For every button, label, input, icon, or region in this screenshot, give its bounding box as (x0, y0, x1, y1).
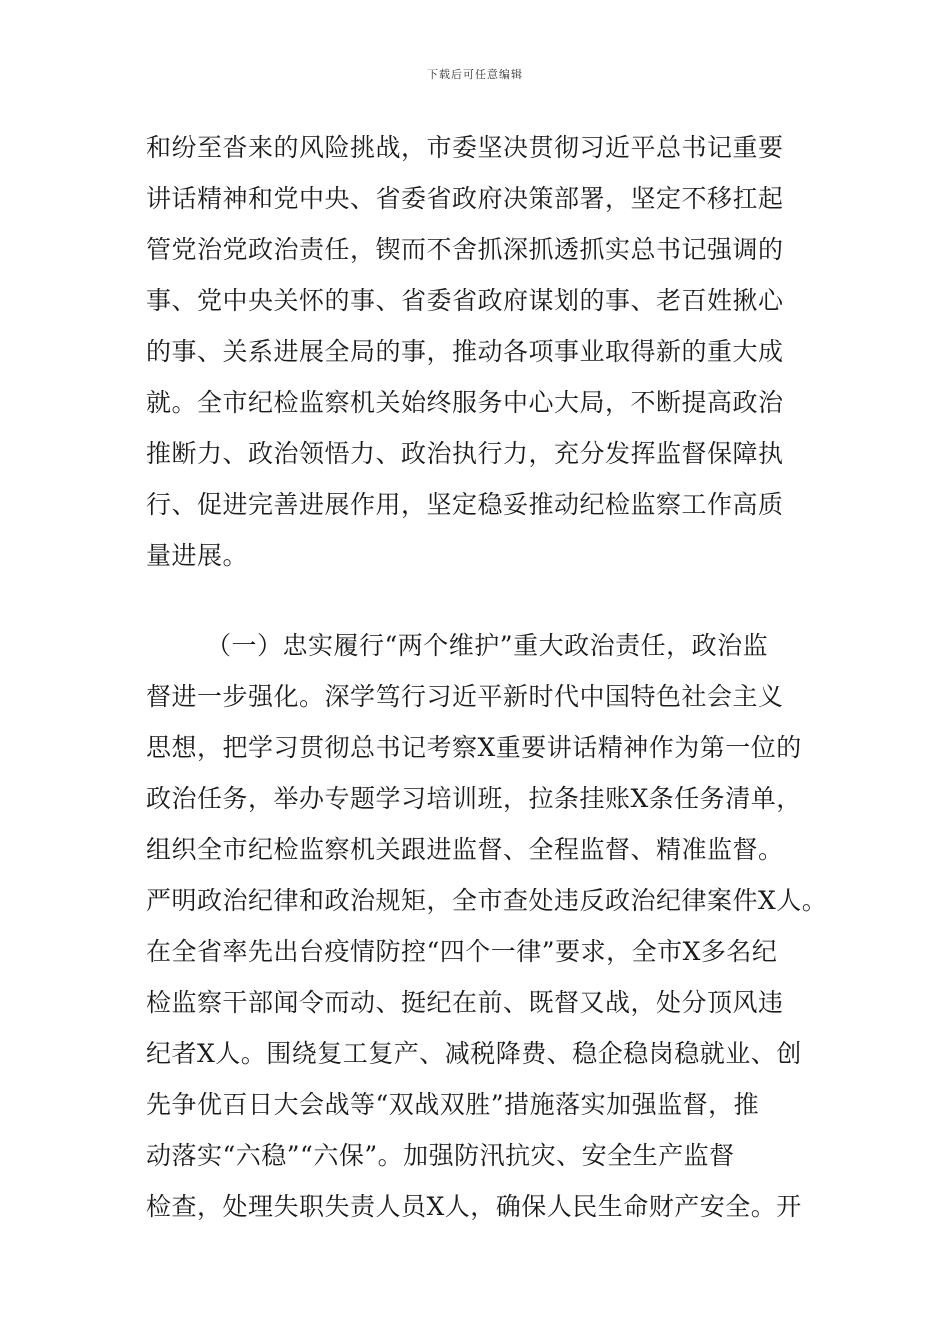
text-line: 纪者X人。围绕复工复产、减税降费、稳企稳岗稳就业、创 (146, 1039, 802, 1068)
text-line: 就。全市纪检监察机关始终服务中心大局，不断提高政治 (146, 388, 784, 417)
text-line-first: （一）忠实履行“两个维护”重大政治责任，政治监 (206, 631, 769, 660)
text-line: 督进一步强化。深学笃行习近平新时代中国特色社会主义 (146, 682, 784, 711)
page-header: 下载后可任意编辑 (427, 68, 523, 81)
text-line: 严明政治纪律和政治规矩，全市查处违反政治纪律案件X人。 (146, 886, 828, 915)
text-line: 动落实“六稳”“六保”。加强防汛抗灾、安全生产监督 (146, 1141, 735, 1170)
text-line: 政治任务，举办专题学习培训班，拉条挂账X条任务清单， (146, 784, 802, 813)
text-line: 事、党中央关怀的事、省委省政府谋划的事、老百姓揪心 (146, 286, 784, 315)
text-line: 的事、关系进展全局的事，推动各项事业取得新的重大成 (146, 337, 784, 366)
text-line: 推断力、政治领悟力、政治执行力，充分发挥监督保障执 (146, 439, 784, 468)
text-line: 先争优百日大会战等“双战双胜”措施落实加强监督，推 (146, 1090, 760, 1119)
text-line: 管党治党政治责任，锲而不舍抓深抓透抓实总书记强调的 (146, 235, 784, 264)
text-line: 和纷至沓来的风险挑战，市委坚决贯彻习近平总书记重要 (146, 133, 784, 162)
text-line: 讲话精神和党中央、省委省政府决策部署，坚定不移扛起 (146, 184, 784, 213)
text-line: 量进展。 (146, 541, 249, 570)
paragraph-2 (146, 620, 826, 1232)
paragraph-1 (146, 122, 826, 581)
text-line: 组织全市纪检监察机关跟进监督、全程监督、精准监督。 (146, 835, 784, 864)
text-line: 检查，处理失职失责人员X人，确保人民生命财产安全。开 (146, 1192, 802, 1221)
text-line: 行、促进完善进展作用，坚定稳妥推动纪检监察工作高质 (146, 490, 784, 519)
text-line: 在全省率先出台疫情防控“四个一律”要求，全市X多名纪 (146, 937, 778, 966)
text-line: 思想，把学习贯彻总书记考察X重要讲话精神作为第一位的 (146, 733, 802, 762)
text-line: 检监察干部闻令而动、挺纪在前、既督又战，处分顶风违 (146, 988, 784, 1017)
